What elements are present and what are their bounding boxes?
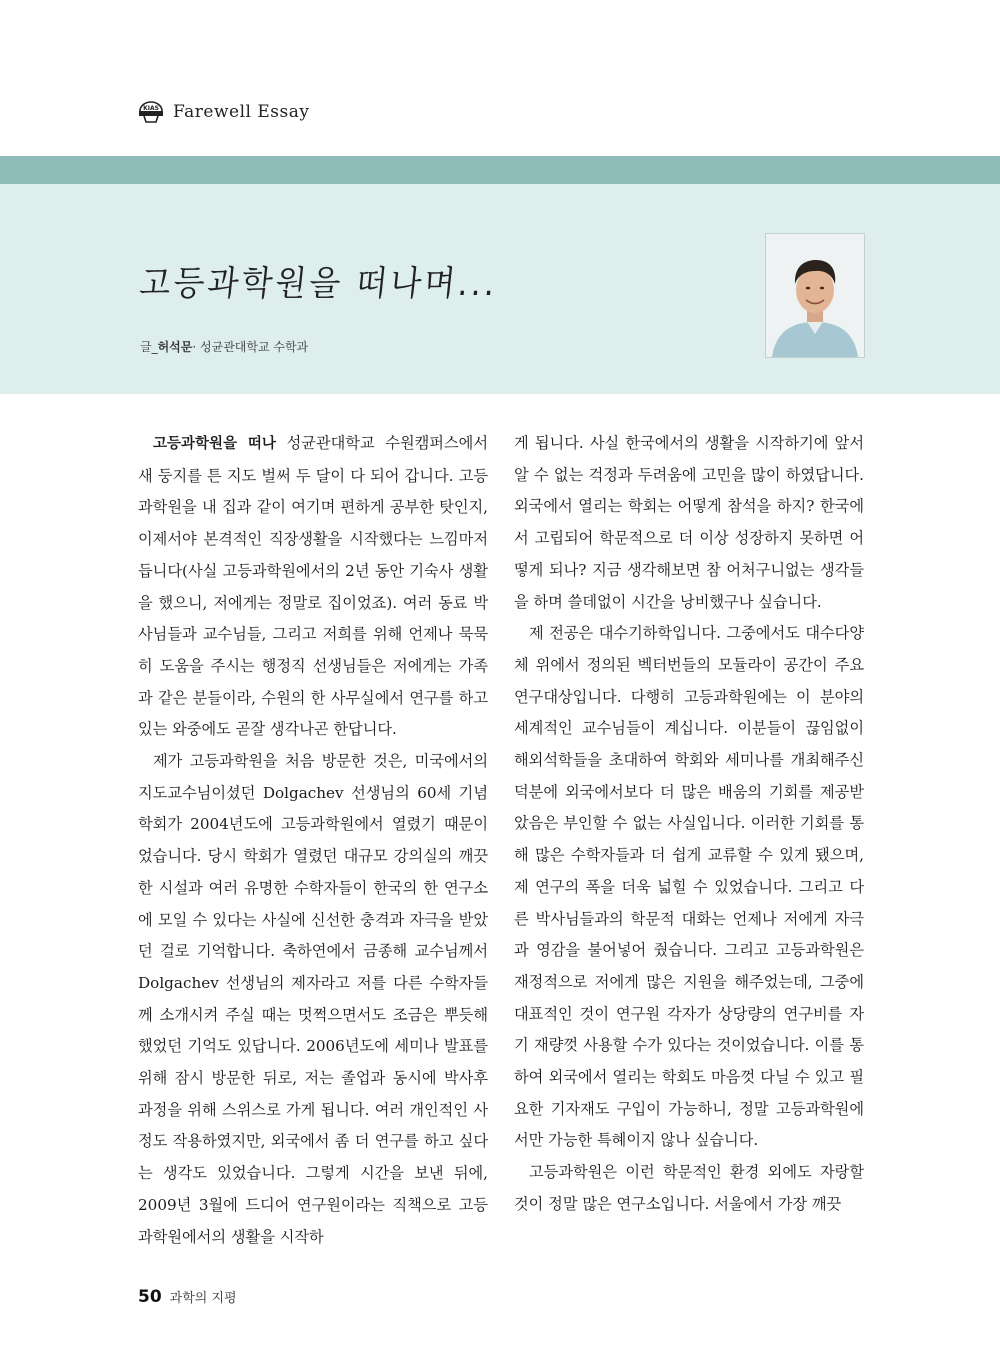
page-footer xyxy=(138,1287,237,1307)
section-header xyxy=(137,98,309,126)
paragraph: 제가 고등과학원을 처음 방문한 것은, 미국에서의 지도교수님이셨던 Dolgachev 선생님의 60세 기념 학회가 2004년도에 고등과학원에서 열렸기 때문이었습니다. 당시 학회가 열렸던 대규모 강의실의 깨끗한 시설과 여러 유명한 수학자들이 한국의 한 연구소에 모일 수 있다는 사실에 신선한 충격과 자극을 받았던 걸로 기억합니다. 축하연에서 금종해 교수님께서 Dolgachev 선생님의 제자라고 저를 다른 수학자들께 소개시켜 주실 때는 멋쩍으면서도 조금은 뿌듯해했었던 기억도 있답니다. 2006년도에 세미나 발표를 위해 잠시 방문한 뒤로, 저는 졸업과 동시에 박사후 과정을 위해 스위스로 가게 됩니다. 여러 개인적인 사정도 작용하였지만, 외국에서 좀 더 연구를 하고 싶다는 생각도 있었습니다. 그렇게 시간을 보낸 뒤에, 2009년 3월에 드디어 연구원이라는 직책으로 고등과학원에서의 생활을 시작하 xyxy=(138,752,488,1246)
author-affiliation: · 성균관대학교 수학과 xyxy=(192,340,309,354)
portrait-photo-icon xyxy=(766,234,864,357)
essay-title: 고등과학원을 떠나며... xyxy=(137,262,500,304)
byline-prefix: 글_ xyxy=(140,340,158,354)
section-label: Farewell Essay xyxy=(173,102,310,122)
paragraph xyxy=(138,428,488,746)
paragraph: 게 됩니다. 사실 한국에서의 생활을 시작하기에 앞서 알 수 없는 걱정과 두려움에 고민을 많이 하였답니다. 외국에서 열리는 학회는 어떻게 참석을 하지? 한국에서 고립되어 학문적으로 더 이상 성장하지 못하면 어떻게 되나? 지금 생각해보면 참 어처구니없는 생각들을 하며 쓸데없이 시간을 낭비했구나 싶습니다. xyxy=(514,434,864,611)
teal-band xyxy=(0,156,1000,184)
magazine-name: 과학의 지평 xyxy=(169,1291,237,1306)
page-number: 50 xyxy=(138,1287,162,1307)
kias-logo-text: KIAS xyxy=(143,105,159,112)
left-column xyxy=(138,428,488,1253)
author-name: 허석문 xyxy=(157,340,193,354)
paragraph: 고등과학원은 이런 학문적인 환경 외에도 자랑할 것이 정말 많은 연구소입니다. 서울에서 가장 깨끗 xyxy=(514,1163,864,1213)
byline xyxy=(140,338,308,355)
paragraph-text: 성균관대학교 수원캠퍼스에서 새 둥지를 튼 지도 벌써 두 달이 다 되어 갑니다. 고등과학원을 내 집과 같이 여기며 편하게 공부한 탓인지, 이제서야 본격적인 직장생활을 시작했다는 느낌마저 듭니다(사실 고등과학원에서의 2년 동안 기숙사 생활을 했으니, 저에게는 정말로 집이었죠). 여러 동료 박사님들과 교수님들, 그리고 저희를 위해 언제나 묵묵히 도움을 주시는 행정직 선생님들은 저에게는 가족과 같은 분들이라, 수원의 한 사무실에서 연구를 하고 있는 와중에도 곧잘 생각나곤 한답니다. xyxy=(138,434,488,739)
right-column xyxy=(514,428,864,1221)
lead-phrase: 고등과학원을 떠나 xyxy=(153,436,276,452)
author-photo xyxy=(765,233,865,358)
kias-logo-icon xyxy=(137,100,165,124)
paragraph: 제 전공은 대수기하학입니다. 그중에서도 대수다양체 위에서 정의된 벡터번들의 모듈라이 공간이 주요 연구대상입니다. 다행히 고등과학원에는 이 분야의 세계적인 교수님들이 계십니다. 이분들이 끊임없이 해외석학들을 초대하여 학회와 세미나를 개최해주신 덕분에 외국에서보다 더 많은 배움의 기회를 제공받았음은 부인할 수 없는 사실입니다. 이러한 기회를 통해 많은 수학자들과 더 쉽게 교류할 수 있게 됐으며, 제 연구의 폭을 더욱 넓힐 수 있었습니다. 그리고 다른 박사님들과의 학문적 대화는 언제나 저에게 자극과 영감을 불어넣어 줬습니다. 그리고 고등과학원은 재정적으로 저에게 많은 지원을 해주었는데, 그중에 대표적인 것이 연구원 각자가 상당량의 연구비를 자기 재량껏 사용할 수가 있다는 것이었습니다. 이를 통하여 외국에서 열리는 학회도 마음껏 다닐 수 있고 필요한 기자재도 구입이 가능하니, 정말 고등과학원에서만 가능한 특혜이지 않나 싶습니다. xyxy=(514,624,864,1150)
